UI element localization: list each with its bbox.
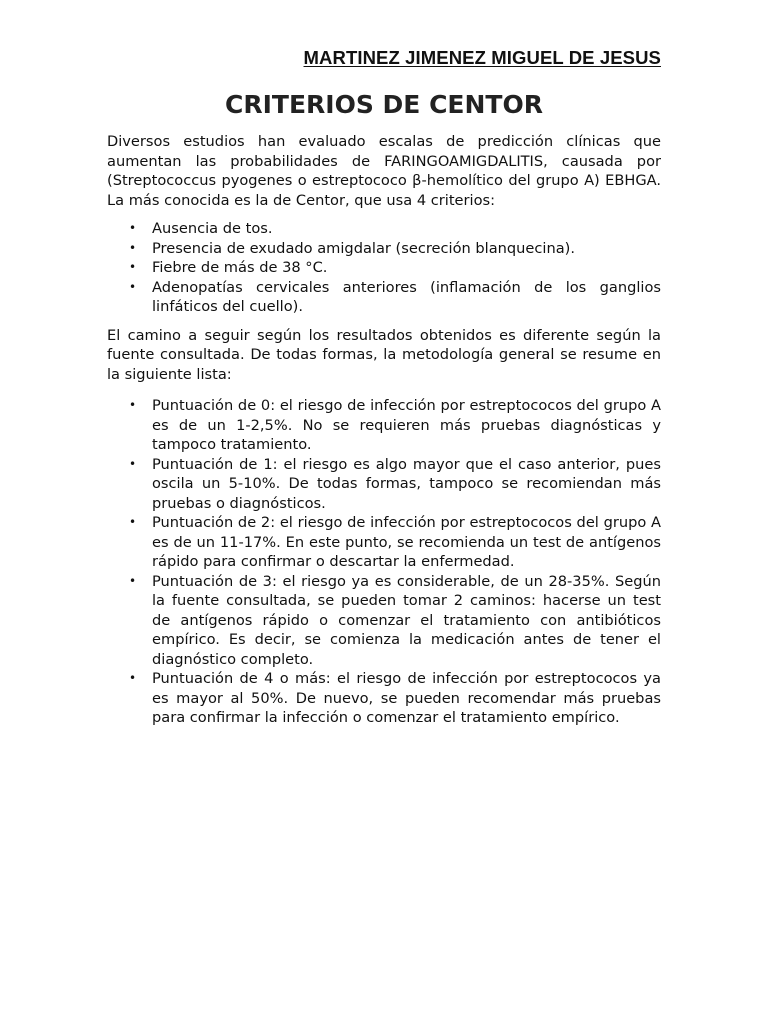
intro-paragraph: Diversos estudios han evaluado escalas de predicción clínicas que aumentan las probabilidades de FARINGOAMIGDALITIS, causada por (Streptococcus pyogenes o estreptococo β-hemolítico del grupo A) EBHGA. La más conocida es la de Centor, que usa 4 criterios: <box>107 133 661 209</box>
list-item <box>107 669 661 728</box>
bullet-icon: • <box>129 573 137 588</box>
methodology-paragraph: El camino a seguir según los resultados obtenidos es diferente según la fuente consultada. De todas formas, la metodología general se resume en la siguiente lista: <box>107 326 661 383</box>
score-item-text: Puntuación de 3: el riesgo ya es considerable, de un 28-35%. Según la fuente consultada, se pueden tomar 2 caminos: hacerse un test de antígenos rápido o comenzar el tratamiento con antibióticos empírico. Es decir, se comienza la medicación antes de tener el diagnóstico completo. <box>152 572 661 668</box>
list-item <box>107 258 661 278</box>
bullet-icon: • <box>129 515 137 529</box>
bullet-icon: • <box>129 398 137 412</box>
document-page <box>107 44 661 737</box>
bullet-icon: • <box>129 221 137 235</box>
list-item <box>107 455 661 514</box>
list-item <box>107 396 661 455</box>
list-item <box>107 513 661 572</box>
document-title: CRITERIOS DE CENTOR <box>225 90 543 119</box>
criteria-item-text: Fiebre de más de 38 °C. <box>152 259 328 276</box>
list-item <box>107 572 661 670</box>
bullet-icon: • <box>129 671 137 685</box>
criteria-item-text: Presencia de exudado amigdalar (secreción blanquecina). <box>152 239 575 257</box>
scores-list <box>107 396 661 728</box>
list-item <box>107 219 661 239</box>
score-item-text: Puntuación de 0: el riesgo de infección por estreptococos del grupo A es de un 1-2,5%. No se requieren más pruebas diagnósticas y tampoco tratamiento. <box>152 397 661 453</box>
score-item-text: Puntuación de 4 o más: el riesgo de infección por estreptococos ya es mayor al 50%. De nuevo, se pueden recomendar más pruebas para confirmar la infección o comenzar el tratamiento empírico. <box>152 670 661 726</box>
bullet-icon: • <box>129 456 137 471</box>
author-name: MARTINEZ JIMENEZ MIGUEL DE JESUS <box>303 47 661 68</box>
criteria-item-text: Adenopatías cervicales anteriores (inflamación de los ganglios linfáticos del cuello). <box>152 278 661 315</box>
criteria-list <box>107 219 661 317</box>
bullet-icon: • <box>129 240 137 255</box>
bullet-icon: • <box>129 260 137 274</box>
score-item-text: Puntuación de 2: el riesgo de infección por estreptococos del grupo A es de un 11-17%. En este punto, se recomienda un test de antígenos rápido para confirmar o descartar la enfermedad. <box>152 514 661 570</box>
list-item <box>107 239 661 259</box>
bullet-icon: • <box>129 279 137 294</box>
list-item <box>107 278 661 317</box>
score-item-text: Puntuación de 1: el riesgo es algo mayor que el caso anterior, pues oscila un 5-10%. De todas formas, tampoco se recomiendan más pruebas o diagnósticos. <box>152 455 661 512</box>
criteria-item-text: Ausencia de tos. <box>152 220 273 237</box>
